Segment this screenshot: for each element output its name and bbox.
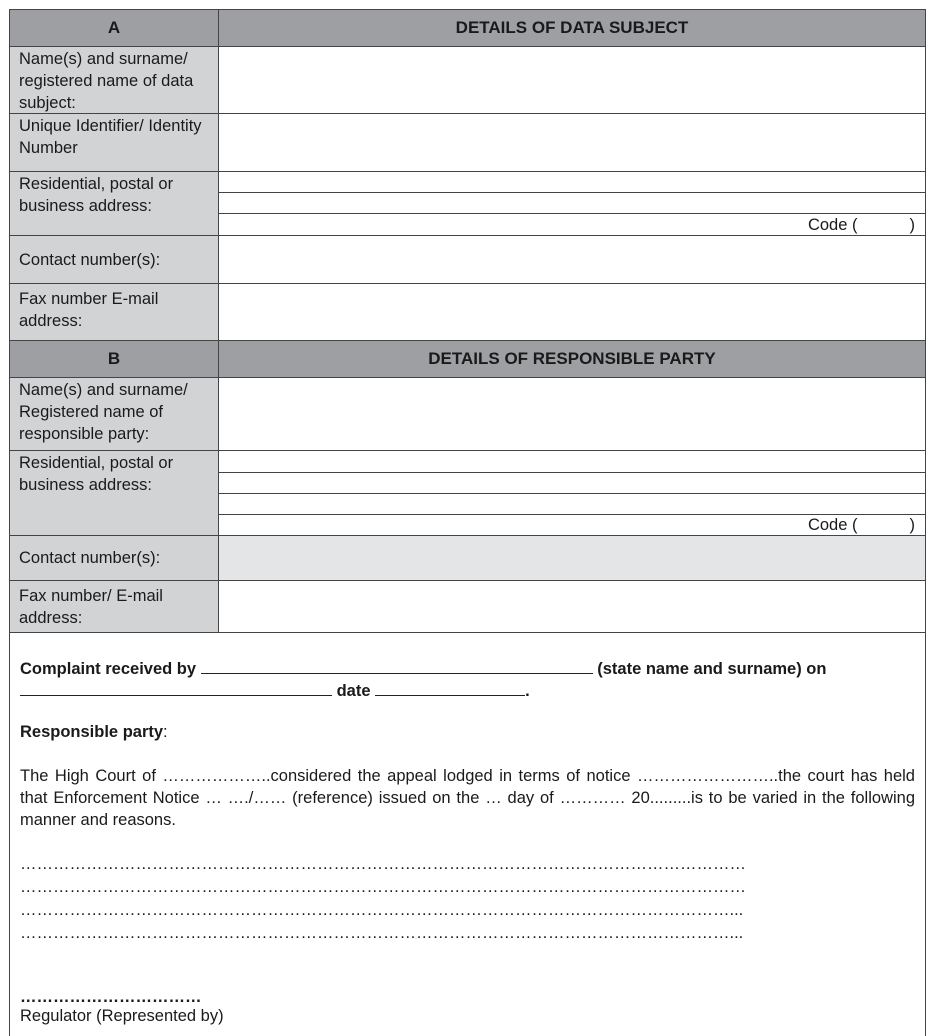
section-a-header — [10, 10, 925, 47]
responsible-party-name-label: Name(s) and surname/ Registered name of responsible party: — [10, 378, 219, 450]
section-b-header — [10, 341, 925, 378]
code-close: ) — [909, 516, 915, 534]
code-label: Code ( — [807, 216, 858, 234]
address-line — [219, 213, 925, 214]
data-subject-fax-field[interactable] — [219, 284, 925, 340]
responsible-party-contact-label: Contact number(s): — [10, 536, 219, 580]
responsible-party-fax-label: Fax number/ E-mail address: — [10, 581, 219, 632]
row-responsible-party-address — [10, 451, 925, 536]
row-data-subject-fax — [10, 284, 925, 341]
dotted-line[interactable]: …………………………………………………………………………………………………………………... — [20, 901, 744, 919]
data-subject-address-label: Residential, postal or business address: — [10, 172, 219, 235]
dotted-line[interactable]: …………………………………………………………………………………………………………………... — [20, 924, 744, 942]
data-subject-contact-field[interactable] — [219, 236, 925, 283]
data-subject-address-field[interactable] — [219, 172, 925, 235]
responsible-party-colon: : — [163, 723, 168, 741]
complaint-form — [9, 9, 926, 1036]
address-line — [219, 493, 925, 494]
data-subject-id-field[interactable] — [219, 114, 925, 171]
data-subject-code[interactable] — [808, 215, 915, 235]
row-responsible-party-fax — [10, 581, 925, 633]
responsible-party-contact-field[interactable] — [219, 536, 925, 580]
dotted-line[interactable]: …………………………………………………………………………………………………………………… — [20, 878, 746, 896]
responsible-party-label: Responsible party — [20, 723, 164, 741]
section-b-title: DETAILS OF RESPONSIBLE PARTY — [219, 341, 925, 377]
court-paragraph: The High Court of ………………..considered the appeal lodged in terms of notice ……………………..the court has held that Enforcement Notice … …./…… (reference) issued on the … day of ………… 20.........is to be varied in the following manner and reasons. — [20, 767, 915, 829]
complaint-date-line — [20, 677, 915, 702]
data-subject-contact-label: Contact number(s): — [10, 236, 219, 283]
section-b-letter: B — [10, 341, 219, 377]
section-a-title: DETAILS OF DATA SUBJECT — [219, 10, 925, 46]
row-responsible-party-contact — [10, 536, 925, 581]
data-subject-name-field[interactable] — [219, 47, 925, 113]
date-period: . — [525, 682, 530, 700]
signature-label: Regulator (Represented by) — [20, 1007, 224, 1025]
row-data-subject-id — [10, 114, 925, 172]
code-label: Code ( — [807, 516, 858, 534]
address-line — [219, 472, 925, 473]
complaint-received-by-field[interactable] — [201, 655, 593, 674]
responsible-party-fax-field[interactable] — [219, 581, 925, 632]
signature-line[interactable]: …………………………… — [20, 988, 202, 1006]
complaint-on-field[interactable] — [20, 677, 332, 696]
responsible-party-name-field[interactable] — [219, 378, 925, 450]
data-subject-fax-label: Fax number E-mail address: — [10, 284, 219, 340]
responsible-party-address-field[interactable] — [219, 451, 925, 535]
row-responsible-party-name — [10, 378, 925, 451]
responsible-party-code[interactable] — [808, 515, 915, 535]
complaint-date-field[interactable] — [375, 677, 525, 696]
data-subject-name-label: Name(s) and surname/ registered name of data subject: — [10, 47, 219, 113]
address-line — [219, 192, 925, 193]
state-name-label: (state name and surname) on — [597, 660, 827, 678]
date-label: date — [336, 682, 371, 700]
dotted-line[interactable]: …………………………………………………………………………………………………………………… — [20, 855, 746, 873]
row-data-subject-contact — [10, 236, 925, 284]
section-a-letter: A — [10, 10, 219, 46]
responsible-party-address-label: Residential, postal or business address: — [10, 451, 219, 535]
responsible-party-heading — [20, 721, 915, 743]
data-subject-id-label: Unique Identifier/ Identity Number — [10, 114, 219, 171]
row-data-subject-name — [10, 47, 925, 114]
code-close: ) — [909, 216, 915, 234]
row-data-subject-address — [10, 172, 925, 236]
complaint-received-label: Complaint received by — [20, 660, 197, 678]
